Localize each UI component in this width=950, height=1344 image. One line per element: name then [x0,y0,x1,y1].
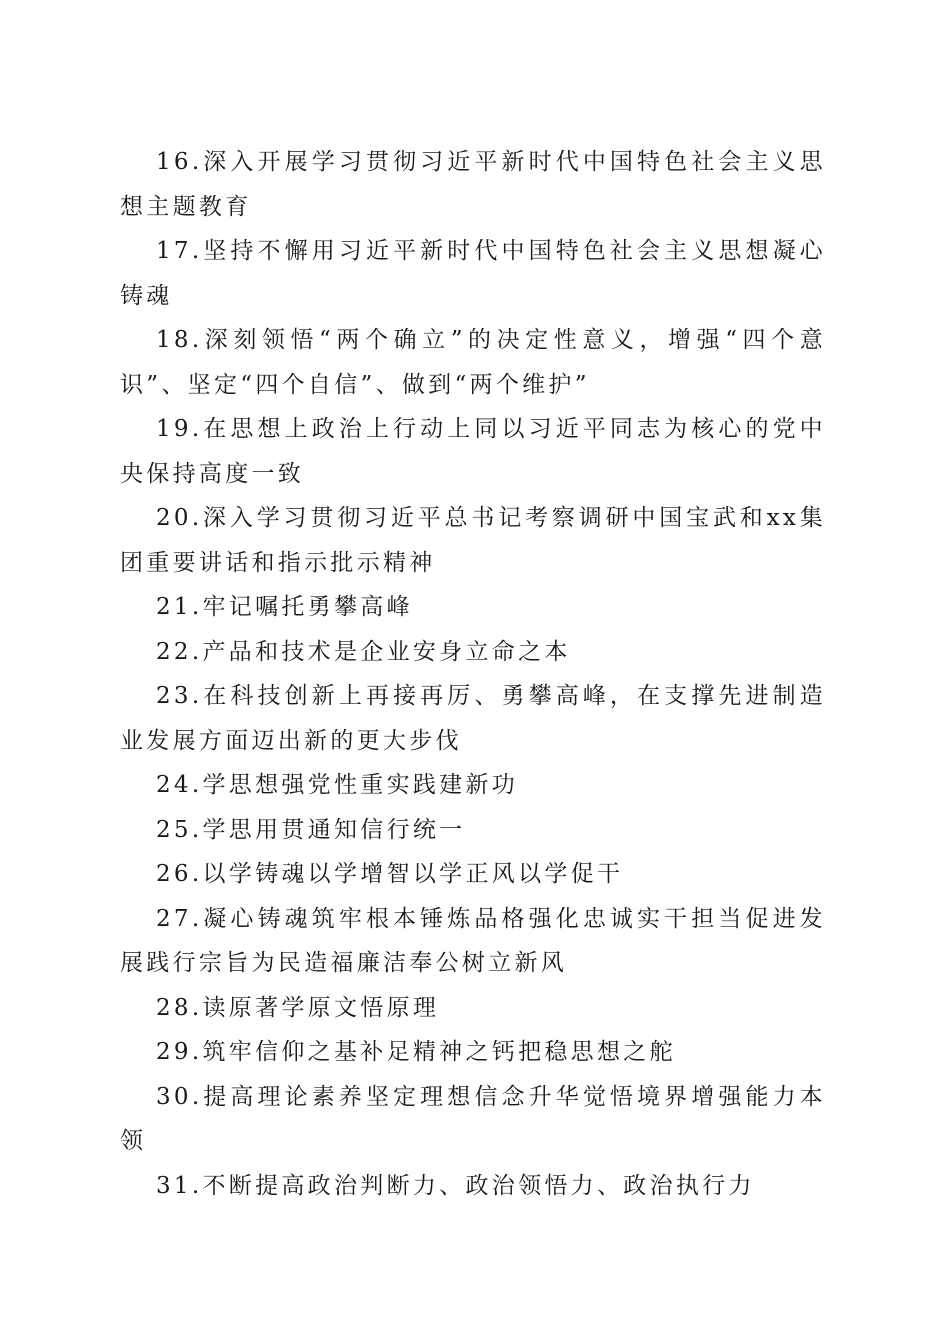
list-item-19: 19.在思想上政治上行动上同以习近平同志为核心的党中央保持高度一致 [120,416,826,487]
list-item-21: 21.牢记嘱托勇攀高峰 [156,594,413,620]
list-item-26: 26.以学铸魂以学增智以学正风以学促干 [156,861,624,887]
list-item-23: 23.在科技创新上再接再厉、勇攀高峰，在支撑先进制造业发展方面迈出新的更大步伐 [120,683,826,754]
list-item-30: 30.提高理论素养坚定理想信念升华觉悟境界增强能力本领 [120,1083,826,1154]
list-item-25: 25.学思用贯通知信行统一 [156,816,466,843]
list-item-28: 28.读原著学原文悟原理 [156,994,440,1021]
list-item-18: 18.深刻领悟“两个确立”的决定性意义，增强“四个意识”、坚定“四个自信”、做到“两个维护” [120,327,826,398]
list-item-16: 16.深入开展学习贯彻习近平新时代中国特色社会主义思想主题教育 [120,149,826,220]
list-item-27: 27.凝心铸魂筑牢根本锤炼品格强化忠诚实干担当促进发展践行宗旨为民造福廉洁奉公树立新风 [120,905,826,976]
list-item-31: 31.不断提高政治判断力、政治领悟力、政治执行力 [156,1172,755,1199]
list-item-29: 29.筑牢信仰之基补足精神之钙把稳思想之舵 [156,1039,676,1065]
list-item-17: 17.坚持不懈用习近平新时代中国特色社会主义思想凝心铸魂 [120,238,826,309]
document-body [120,140,826,1208]
list-item-22: 22.产品和技术是企业安身立命之本 [156,638,571,665]
list-item-20: 20.深入学习贯彻习近平总书记考察调研中国宝武和xx集团重要讲话和指示批示精神 [120,505,826,576]
list-item-24: 24.学思想强党性重实践建新功 [156,772,519,798]
